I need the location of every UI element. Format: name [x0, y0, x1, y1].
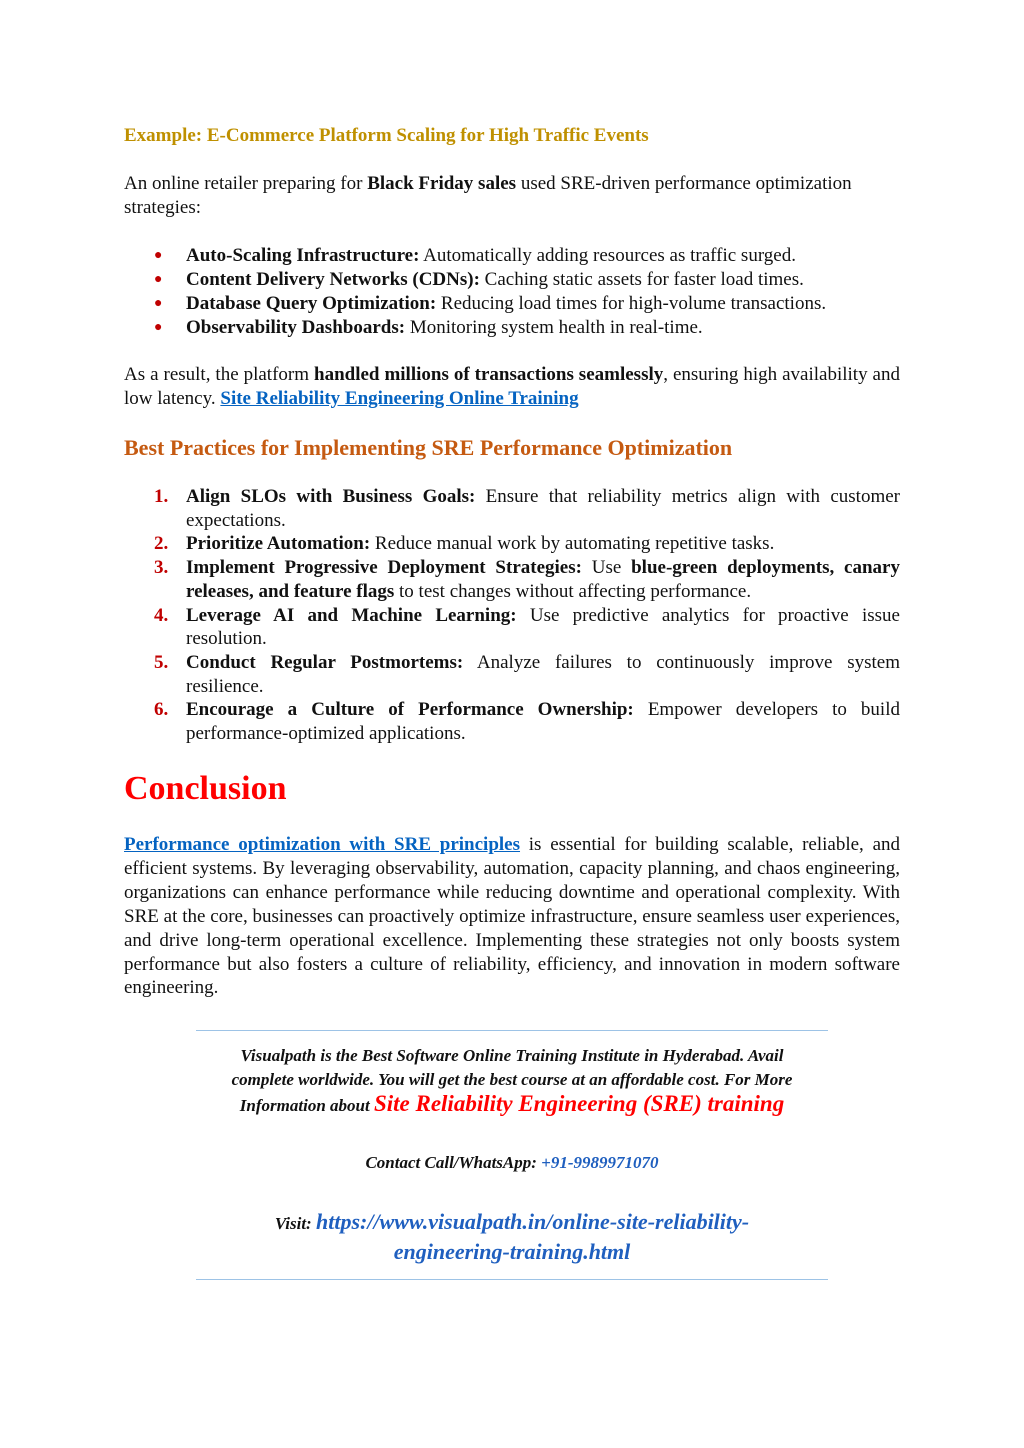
- list-item: 4. Leverage AI and Machine Learning: Use predictive analytics for proactive issue resolution.: [154, 604, 900, 650]
- website-url-part-1[interactable]: https://www.visualpath.in/online-site-reliability-: [315, 1209, 750, 1234]
- list-item: ● Database Query Optimization: Reducing load times for high-volume transactions.: [154, 293, 827, 314]
- sre-training-link[interactable]: Site Reliability Engineering Online Training: [220, 388, 579, 409]
- footer-bottom-divider: [196, 1279, 828, 1280]
- bullet-icon: ●: [154, 296, 163, 311]
- item-number: 4.: [154, 604, 169, 626]
- footer-contact: Contact Call/WhatsApp: +91-9989971070: [365, 1153, 659, 1172]
- intro-text-end: used SRE-driven performance optimization strategies:: [124, 173, 852, 218]
- conclusion-paragraph: Performance optimization with SRE principles is essential for building scalable, reliable, and efficient systems. By leveraging observability, automation, capacity planning, and chaos engineering, organizations can enhance performance while reducing downtime and operational complexity. With SRE at the core, businesses can proactively optimize infrastructure, ensure seamless user experiences, and drive long-term operational excellence. Implementing these strategies not only boosts system performance but also fosters a culture of reliability, efficiency, and innovation in modern software engineering.: [124, 834, 901, 999]
- conclusion-heading: Conclusion: [124, 770, 287, 807]
- list-item: 6. Encourage a Culture of Performance Ownership: Empower developers to build performance-optimized applications.: [154, 699, 900, 745]
- intro-text: An online retailer preparing for: [124, 173, 368, 194]
- result-paragraph: As a result, the platform handled millions of transactions seamlessly, ensuring high availability and low latency. Site Reliability Engineering Online Training: [124, 364, 900, 409]
- list-item: 3. Implement Progressive Deployment Strategies: Use blue-green deployments, canary releases, and feature flags to test changes without affecting performance.: [154, 557, 900, 602]
- strategy-list: [124, 244, 900, 340]
- list-item: ● Observability Dashboards: Monitoring system health in real-time.: [154, 317, 703, 338]
- sre-training-promo-link[interactable]: Site Reliability Engineering (SRE) training: [373, 1091, 785, 1116]
- footer-visit: Visit: https://www.visualpath.in/online-site-reliability- engineering-training.html: [274, 1209, 750, 1264]
- performance-optimization-link[interactable]: Performance optimization with SRE principles: [124, 834, 521, 855]
- footer-top-divider: [196, 1030, 828, 1031]
- best-practices-list: [124, 485, 900, 746]
- list-item: ● Auto-Scaling Infrastructure: Automatically adding resources as traffic surged.: [154, 245, 796, 266]
- bullet-icon: ●: [154, 272, 163, 287]
- promo-line-2: complete worldwide. You will get the best course at an affordable cost. For More: [231, 1070, 793, 1089]
- list-item: 5. Conduct Regular Postmortems: Analyze failures to continuously improve system resilience.: [154, 651, 900, 697]
- phone-number[interactable]: +91-9989971070: [541, 1153, 659, 1172]
- website-url-part-2[interactable]: engineering-training.html: [393, 1239, 631, 1264]
- example-heading: Example: E-Commerce Platform Scaling for High Traffic Events: [124, 125, 649, 146]
- list-item: ● Content Delivery Networks (CDNs): Caching static assets for faster load times.: [154, 269, 804, 290]
- item-number: 2.: [154, 533, 169, 555]
- item-number: 1.: [154, 486, 169, 507]
- best-practices-heading: Best Practices for Implementing SRE Performance Optimization: [124, 435, 733, 460]
- bullet-icon: ●: [154, 320, 163, 335]
- promo-line-1: Visualpath is the Best Software Online Training Institute in Hyderabad. Avail: [240, 1046, 784, 1065]
- item-number: 6.: [154, 699, 169, 721]
- list-item: 1. Align SLOs with Business Goals: Ensure that reliability metrics align with customer expectations.: [154, 486, 900, 531]
- promo-line-3: Information about Site Reliability Engineering (SRE) training: [239, 1091, 785, 1116]
- item-number: 5.: [154, 651, 169, 673]
- bullet-icon: ●: [154, 248, 163, 263]
- example-intro: [124, 172, 900, 220]
- list-item: 2. Prioritize Automation: Reduce manual work by automating repetitive tasks.: [154, 533, 775, 555]
- footer-promo: [196, 1044, 828, 1118]
- intro-bold: Black Friday sales: [367, 173, 517, 194]
- item-number: 3.: [154, 557, 169, 579]
